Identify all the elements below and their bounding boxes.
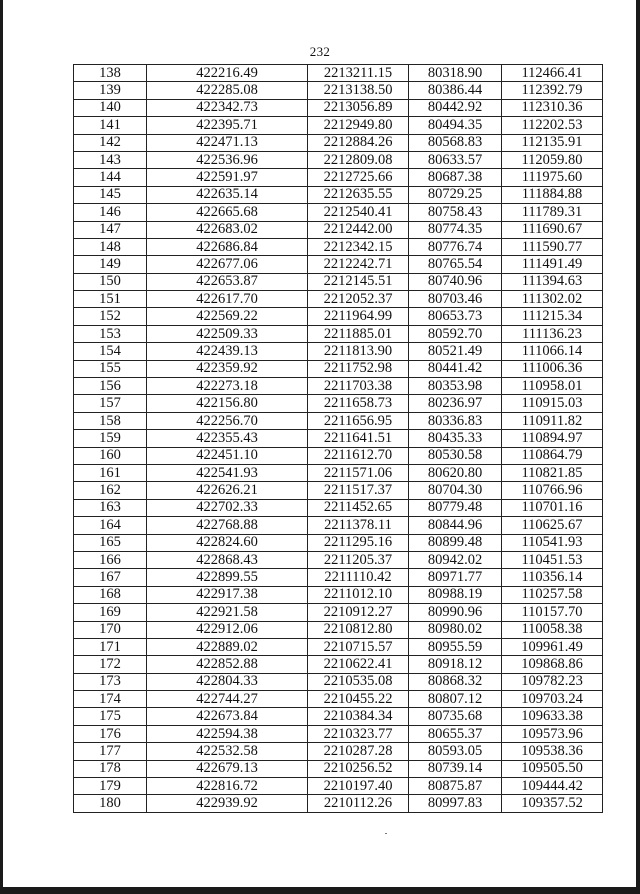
coord-b-cell: 2210384.34 — [308, 708, 409, 725]
coord-c-cell: 80844.96 — [409, 517, 502, 534]
point-number-cell: 165 — [74, 534, 147, 551]
point-number-cell: 164 — [74, 517, 147, 534]
scan-border-right — [636, 0, 640, 894]
coord-c-cell: 80868.32 — [409, 673, 502, 690]
coord-d-cell: 110864.79 — [502, 447, 603, 464]
coord-c-cell: 80735.68 — [409, 708, 502, 725]
point-number-cell: 167 — [74, 569, 147, 586]
coord-b-cell: 2210715.57 — [308, 638, 409, 655]
coord-b-cell: 2210256.52 — [308, 760, 409, 777]
point-number-cell: 159 — [74, 430, 147, 447]
coord-b-cell: 2210112.26 — [308, 795, 409, 812]
coord-d-cell: 112310.36 — [502, 99, 603, 116]
point-number-cell: 162 — [74, 482, 147, 499]
coord-b-cell: 2212052.37 — [308, 291, 409, 308]
point-number-cell: 166 — [74, 551, 147, 568]
coord-b-cell: 2211658.73 — [308, 395, 409, 412]
coord-c-cell: 80687.38 — [409, 169, 502, 186]
point-number-cell: 149 — [74, 256, 147, 273]
coord-c-cell: 80765.54 — [409, 256, 502, 273]
point-number-cell: 155 — [74, 360, 147, 377]
coord-c-cell: 80955.59 — [409, 638, 502, 655]
coord-c-cell: 80779.48 — [409, 499, 502, 516]
coord-c-cell: 80592.70 — [409, 325, 502, 342]
coord-c-cell: 80739.14 — [409, 760, 502, 777]
table-row — [74, 499, 603, 516]
coord-d-cell: 110911.82 — [502, 412, 603, 429]
table-row — [74, 151, 603, 168]
point-number-cell: 150 — [74, 273, 147, 290]
table-row — [74, 395, 603, 412]
coord-c-cell: 80807.12 — [409, 691, 502, 708]
table-row — [74, 82, 603, 99]
coord-c-cell: 80988.19 — [409, 586, 502, 603]
table-row — [74, 430, 603, 447]
point-number-cell: 143 — [74, 151, 147, 168]
point-number-cell: 177 — [74, 743, 147, 760]
coord-a-cell: 422395.71 — [147, 117, 308, 134]
coord-b-cell: 2211012.10 — [308, 586, 409, 603]
coord-b-cell: 2211656.95 — [308, 412, 409, 429]
point-number-cell: 147 — [74, 221, 147, 238]
coord-a-cell: 422569.22 — [147, 308, 308, 325]
coord-d-cell: 112059.80 — [502, 151, 603, 168]
coord-d-cell: 111491.49 — [502, 256, 603, 273]
coord-d-cell: 110915.03 — [502, 395, 603, 412]
coord-c-cell: 80774.35 — [409, 221, 502, 238]
coord-a-cell: 422439.13 — [147, 343, 308, 360]
coord-c-cell: 80918.12 — [409, 656, 502, 673]
table-row — [74, 743, 603, 760]
table-row — [74, 586, 603, 603]
coord-b-cell: 2211703.38 — [308, 378, 409, 395]
coord-d-cell: 111789.31 — [502, 204, 603, 221]
point-number-cell: 144 — [74, 169, 147, 186]
coord-d-cell: 109633.38 — [502, 708, 603, 725]
coord-b-cell: 2212342.15 — [308, 238, 409, 255]
table-row — [74, 517, 603, 534]
coord-c-cell: 80990.96 — [409, 604, 502, 621]
coord-c-cell: 80942.02 — [409, 551, 502, 568]
coord-d-cell: 112202.53 — [502, 117, 603, 134]
table-row — [74, 134, 603, 151]
coord-d-cell: 111215.34 — [502, 308, 603, 325]
coord-a-cell: 422744.27 — [147, 691, 308, 708]
point-number-cell: 139 — [74, 82, 147, 99]
point-number-cell: 152 — [74, 308, 147, 325]
coord-d-cell: 111975.60 — [502, 169, 603, 186]
table-row — [74, 778, 603, 795]
table-row — [74, 656, 603, 673]
coord-d-cell: 110257.58 — [502, 586, 603, 603]
coord-b-cell: 2212242.71 — [308, 256, 409, 273]
table-row — [74, 673, 603, 690]
coord-c-cell: 80435.33 — [409, 430, 502, 447]
coord-a-cell: 422677.06 — [147, 256, 308, 273]
coord-b-cell: 2212949.80 — [308, 117, 409, 134]
point-number-cell: 179 — [74, 778, 147, 795]
coord-d-cell: 110958.01 — [502, 378, 603, 395]
coord-d-cell: 110058.38 — [502, 621, 603, 638]
table-row — [74, 238, 603, 255]
coord-c-cell: 80703.46 — [409, 291, 502, 308]
point-number-cell: 158 — [74, 412, 147, 429]
point-number-cell: 169 — [74, 604, 147, 621]
table-row — [74, 482, 603, 499]
coord-b-cell: 2211641.51 — [308, 430, 409, 447]
coord-c-cell: 80620.80 — [409, 464, 502, 481]
coord-d-cell: 110766.96 — [502, 482, 603, 499]
coord-a-cell: 422509.33 — [147, 325, 308, 342]
coord-b-cell: 2212145.51 — [308, 273, 409, 290]
coord-b-cell: 2212725.66 — [308, 169, 409, 186]
coord-d-cell: 110451.53 — [502, 551, 603, 568]
point-number-cell: 180 — [74, 795, 147, 812]
coord-a-cell: 422852.88 — [147, 656, 308, 673]
point-number-cell: 151 — [74, 291, 147, 308]
table-row — [74, 186, 603, 203]
table-row — [74, 638, 603, 655]
coord-b-cell: 2213138.50 — [308, 82, 409, 99]
coord-a-cell: 422256.70 — [147, 412, 308, 429]
coord-d-cell: 111590.77 — [502, 238, 603, 255]
point-number-cell: 160 — [74, 447, 147, 464]
coord-b-cell: 2211571.06 — [308, 464, 409, 481]
coord-a-cell: 422355.43 — [147, 430, 308, 447]
table-row — [74, 725, 603, 742]
point-number-cell: 156 — [74, 378, 147, 395]
point-number-cell: 173 — [74, 673, 147, 690]
point-number-cell: 138 — [74, 65, 147, 82]
point-number-cell: 172 — [74, 656, 147, 673]
coord-a-cell: 422451.10 — [147, 447, 308, 464]
coord-a-cell: 422921.58 — [147, 604, 308, 621]
coord-b-cell: 2210323.77 — [308, 725, 409, 742]
coord-d-cell: 112135.91 — [502, 134, 603, 151]
point-number-cell: 178 — [74, 760, 147, 777]
coord-a-cell: 422917.38 — [147, 586, 308, 603]
table-row — [74, 447, 603, 464]
coord-d-cell: 110701.16 — [502, 499, 603, 516]
coord-c-cell: 80441.42 — [409, 360, 502, 377]
table-row — [74, 65, 603, 82]
coord-b-cell: 2210622.41 — [308, 656, 409, 673]
point-number-cell: 163 — [74, 499, 147, 516]
coord-a-cell: 422536.96 — [147, 151, 308, 168]
coord-b-cell: 2213056.89 — [308, 99, 409, 116]
coord-a-cell: 422683.02 — [147, 221, 308, 238]
table-row — [74, 360, 603, 377]
coord-b-cell: 2211964.99 — [308, 308, 409, 325]
coord-c-cell: 80655.37 — [409, 725, 502, 742]
coord-d-cell: 110157.70 — [502, 604, 603, 621]
table-row — [74, 99, 603, 116]
point-number-cell: 142 — [74, 134, 147, 151]
point-number-cell: 174 — [74, 691, 147, 708]
coord-c-cell: 80386.44 — [409, 82, 502, 99]
table-row — [74, 412, 603, 429]
coord-d-cell: 110894.97 — [502, 430, 603, 447]
coord-b-cell: 2211752.98 — [308, 360, 409, 377]
coord-b-cell: 2210197.40 — [308, 778, 409, 795]
coord-c-cell: 80568.83 — [409, 134, 502, 151]
table-row — [74, 343, 603, 360]
coord-a-cell: 422824.60 — [147, 534, 308, 551]
point-number-cell: 141 — [74, 117, 147, 134]
table-row — [74, 117, 603, 134]
coord-a-cell: 422899.55 — [147, 569, 308, 586]
coord-a-cell: 422665.68 — [147, 204, 308, 221]
coord-a-cell: 422889.02 — [147, 638, 308, 655]
coord-d-cell: 111136.23 — [502, 325, 603, 342]
point-number-cell: 171 — [74, 638, 147, 655]
coord-d-cell: 109868.86 — [502, 656, 603, 673]
coord-b-cell: 2212884.26 — [308, 134, 409, 151]
table-row — [74, 325, 603, 342]
coord-d-cell: 109961.49 — [502, 638, 603, 655]
table-row — [74, 551, 603, 568]
coord-b-cell: 2211885.01 — [308, 325, 409, 342]
coord-c-cell: 80776.74 — [409, 238, 502, 255]
coord-c-cell: 80633.57 — [409, 151, 502, 168]
coord-a-cell: 422635.14 — [147, 186, 308, 203]
coord-d-cell: 112392.79 — [502, 82, 603, 99]
coord-d-cell: 112466.41 — [502, 65, 603, 82]
coord-d-cell: 111884.88 — [502, 186, 603, 203]
point-number-cell: 157 — [74, 395, 147, 412]
table-row — [74, 378, 603, 395]
table-row — [74, 169, 603, 186]
table-row — [74, 604, 603, 621]
coord-c-cell: 80318.90 — [409, 65, 502, 82]
coord-b-cell: 2212540.41 — [308, 204, 409, 221]
point-number-cell: 154 — [74, 343, 147, 360]
point-number-cell: 175 — [74, 708, 147, 725]
coord-c-cell: 80236.97 — [409, 395, 502, 412]
coord-c-cell: 80336.83 — [409, 412, 502, 429]
coord-a-cell: 422216.49 — [147, 65, 308, 82]
table-row — [74, 256, 603, 273]
coord-d-cell: 111066.14 — [502, 343, 603, 360]
coord-b-cell: 2210287.28 — [308, 743, 409, 760]
coord-c-cell: 80980.02 — [409, 621, 502, 638]
coord-c-cell: 80729.25 — [409, 186, 502, 203]
coord-c-cell: 80521.49 — [409, 343, 502, 360]
table-row — [74, 221, 603, 238]
coord-a-cell: 422768.88 — [147, 517, 308, 534]
coord-a-cell: 422702.33 — [147, 499, 308, 516]
coord-d-cell: 111302.02 — [502, 291, 603, 308]
coord-d-cell: 109444.42 — [502, 778, 603, 795]
coord-a-cell: 422541.93 — [147, 464, 308, 481]
coord-c-cell: 80704.30 — [409, 482, 502, 499]
coord-d-cell: 109782.23 — [502, 673, 603, 690]
coord-b-cell: 2210535.08 — [308, 673, 409, 690]
point-number-cell: 148 — [74, 238, 147, 255]
coord-a-cell: 422626.21 — [147, 482, 308, 499]
coord-b-cell: 2211612.70 — [308, 447, 409, 464]
coord-b-cell: 2211110.42 — [308, 569, 409, 586]
coord-b-cell: 2211378.11 — [308, 517, 409, 534]
table-row — [74, 308, 603, 325]
coord-a-cell: 422804.33 — [147, 673, 308, 690]
coord-d-cell: 111690.67 — [502, 221, 603, 238]
scan-border-left — [0, 0, 3, 894]
coord-c-cell: 80494.35 — [409, 117, 502, 134]
coord-a-cell: 422912.06 — [147, 621, 308, 638]
coord-c-cell: 80875.87 — [409, 778, 502, 795]
coord-a-cell: 422532.58 — [147, 743, 308, 760]
coord-b-cell: 2211295.16 — [308, 534, 409, 551]
coord-a-cell: 422617.70 — [147, 291, 308, 308]
coord-c-cell: 80530.58 — [409, 447, 502, 464]
table-row — [74, 691, 603, 708]
coord-c-cell: 80740.96 — [409, 273, 502, 290]
coord-d-cell: 111006.36 — [502, 360, 603, 377]
coord-c-cell: 80971.77 — [409, 569, 502, 586]
coord-a-cell: 422673.84 — [147, 708, 308, 725]
coord-b-cell: 2211452.65 — [308, 499, 409, 516]
coord-d-cell: 110625.67 — [502, 517, 603, 534]
coord-b-cell: 2210455.22 — [308, 691, 409, 708]
point-number-cell: 161 — [74, 464, 147, 481]
table-row — [74, 621, 603, 638]
coord-b-cell: 2212809.08 — [308, 151, 409, 168]
table-row — [74, 708, 603, 725]
coord-d-cell: 109573.96 — [502, 725, 603, 742]
point-number-cell: 168 — [74, 586, 147, 603]
scan-border-bottom — [0, 887, 640, 894]
coord-d-cell: 109357.52 — [502, 795, 603, 812]
table-row — [74, 760, 603, 777]
coord-a-cell: 422868.43 — [147, 551, 308, 568]
coord-b-cell: 2210912.27 — [308, 604, 409, 621]
coord-d-cell: 111394.63 — [502, 273, 603, 290]
coord-b-cell: 2211813.90 — [308, 343, 409, 360]
coordinate-table-body — [74, 65, 603, 813]
table-row — [74, 464, 603, 481]
coord-a-cell: 422653.87 — [147, 273, 308, 290]
coord-a-cell: 422273.18 — [147, 378, 308, 395]
point-number-cell: 146 — [74, 204, 147, 221]
coord-c-cell: 80593.05 — [409, 743, 502, 760]
coord-b-cell: 2210812.80 — [308, 621, 409, 638]
coord-c-cell: 80899.48 — [409, 534, 502, 551]
page-number: 232 — [309, 44, 331, 59]
coord-b-cell: 2211517.37 — [308, 482, 409, 499]
point-number-cell: 153 — [74, 325, 147, 342]
scan-speck — [385, 833, 387, 834]
coord-b-cell: 2212635.55 — [308, 186, 409, 203]
coord-a-cell: 422594.38 — [147, 725, 308, 742]
coord-a-cell: 422359.92 — [147, 360, 308, 377]
coord-b-cell: 2211205.37 — [308, 551, 409, 568]
table-row — [74, 569, 603, 586]
table-row — [74, 795, 603, 812]
coord-d-cell: 110356.14 — [502, 569, 603, 586]
coord-a-cell: 422686.84 — [147, 238, 308, 255]
table-row — [74, 273, 603, 290]
table-row — [74, 291, 603, 308]
coord-a-cell: 422591.97 — [147, 169, 308, 186]
coord-a-cell: 422471.13 — [147, 134, 308, 151]
coord-d-cell: 109703.24 — [502, 691, 603, 708]
coord-c-cell: 80442.92 — [409, 99, 502, 116]
table-row — [74, 534, 603, 551]
coord-a-cell: 422939.92 — [147, 795, 308, 812]
coord-d-cell: 110821.85 — [502, 464, 603, 481]
coordinate-table — [73, 64, 603, 813]
coord-b-cell: 2213211.15 — [308, 65, 409, 82]
coord-a-cell: 422816.72 — [147, 778, 308, 795]
coord-d-cell: 109505.50 — [502, 760, 603, 777]
point-number-cell: 170 — [74, 621, 147, 638]
table-row — [74, 204, 603, 221]
coord-a-cell: 422156.80 — [147, 395, 308, 412]
point-number-cell: 176 — [74, 725, 147, 742]
coord-d-cell: 110541.93 — [502, 534, 603, 551]
coord-c-cell: 80758.43 — [409, 204, 502, 221]
coord-a-cell: 422679.13 — [147, 760, 308, 777]
coord-c-cell: 80353.98 — [409, 378, 502, 395]
coord-b-cell: 2212442.00 — [308, 221, 409, 238]
coord-c-cell: 80997.83 — [409, 795, 502, 812]
point-number-cell: 140 — [74, 99, 147, 116]
coord-d-cell: 109538.36 — [502, 743, 603, 760]
coord-c-cell: 80653.73 — [409, 308, 502, 325]
coord-a-cell: 422342.73 — [147, 99, 308, 116]
point-number-cell: 145 — [74, 186, 147, 203]
coord-a-cell: 422285.08 — [147, 82, 308, 99]
